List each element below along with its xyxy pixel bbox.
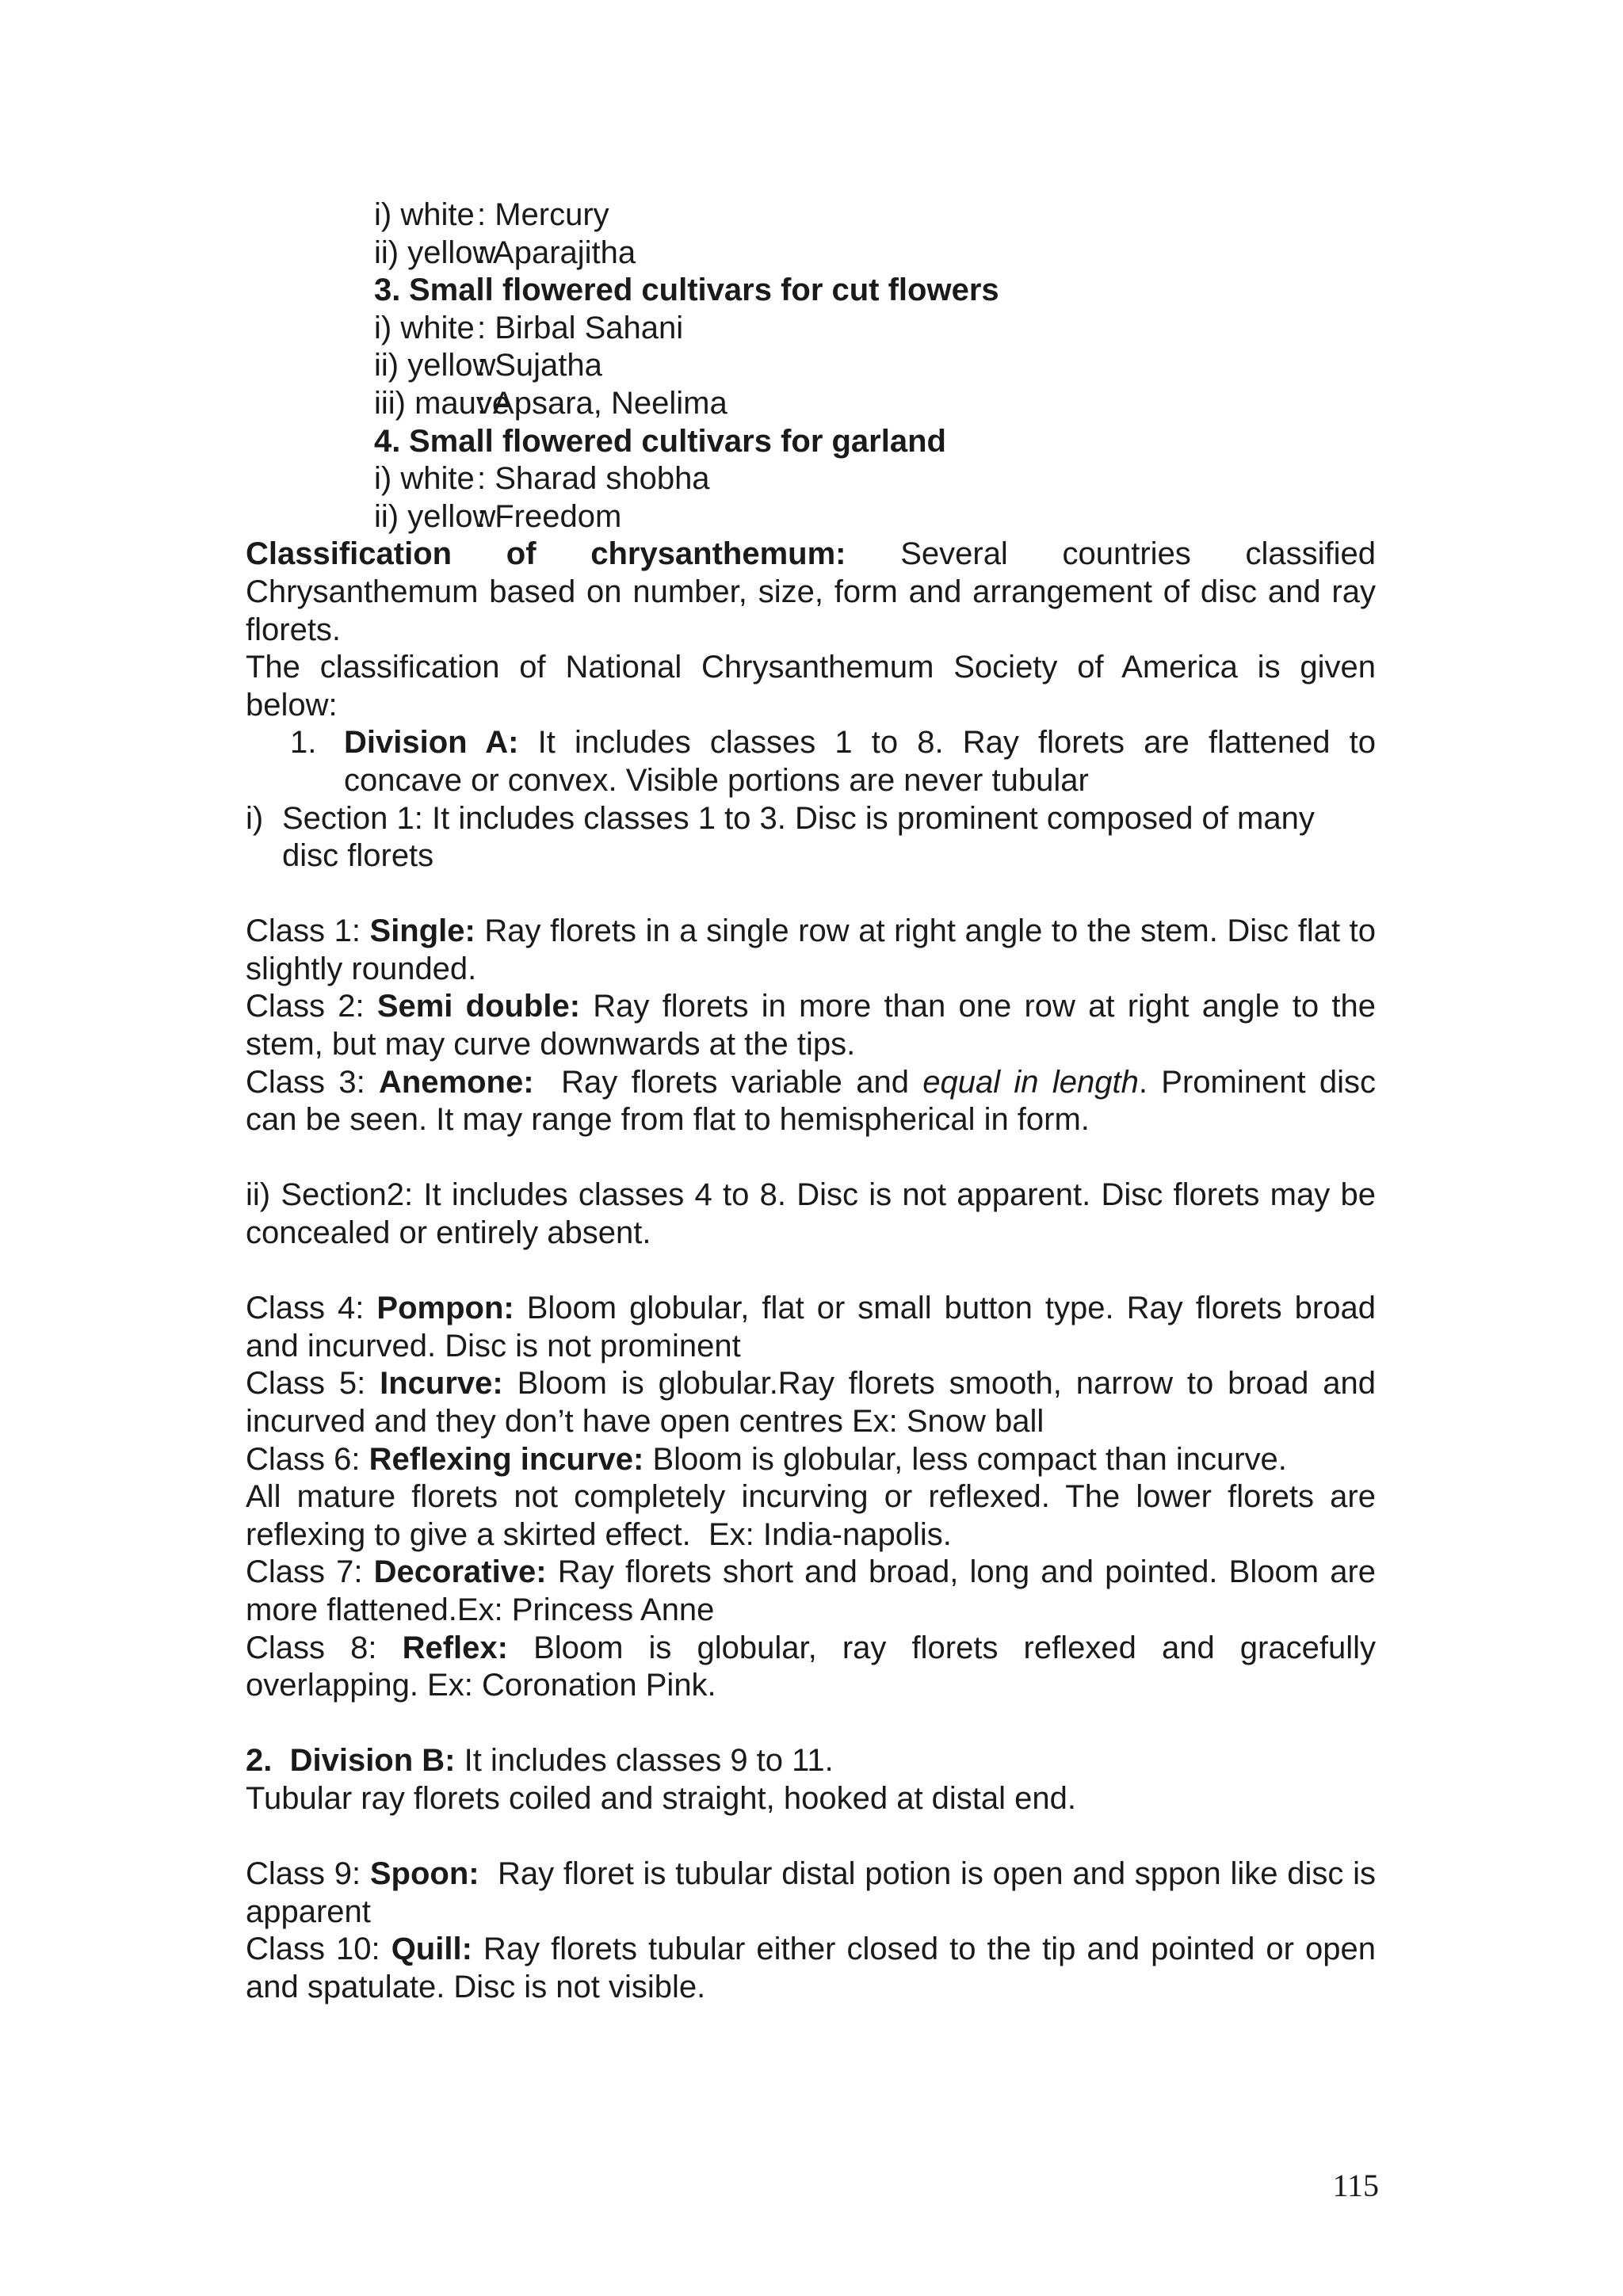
page-number: 115 xyxy=(1332,2168,1379,2203)
class-2: Class 2: Semi double: Ray florets in more than one row at right angle to the stem, but may curve downwards at the tips. xyxy=(246,989,1376,1062)
class-9: Class 9: Spoon: Ray floret is tubular distal potion is open and sppon like disc is apparent xyxy=(246,1856,1385,1929)
spacer xyxy=(246,1139,1376,1177)
class-8: Class 8: Reflex: Bloom is globular, ray florets reflexed and gracefully overlapping. Ex: Coronation Pink. xyxy=(246,1630,1376,1703)
class-4: Class 4: Pompon: Bloom globular, flat or small button type. Ray florets broad and incurved. Disc is not prominent xyxy=(246,1291,1376,1363)
classification-paragraph: Classification of chrysanthemum: Several countries classified Chrysanthemum based on number, size, form and arrangement of disc and ray florets. xyxy=(246,536,1377,647)
division-a: 1. Division A: It includes classes 1 to 8. Ray florets are flattened to concave or convex. Visible portions are never tubular xyxy=(290,725,1377,798)
class-5: Class 5: Incurve: Bloom is globular.Ray florets smooth, narrow to broad and incurved and they don’t have open centres Ex: Snow ball xyxy=(246,1366,1376,1439)
spacer xyxy=(246,1818,1376,1856)
list-item: i) white: Mercury xyxy=(374,197,609,232)
class-3: Class 3: Anemone: Ray florets variable and equal in length. Prominent disc can be seen. It may range from flat to hemispherical in form. xyxy=(246,1064,1376,1138)
spacer xyxy=(246,1253,1376,1291)
spacer xyxy=(246,1705,1376,1743)
class-7: Class 7: Decorative: Ray florets short and broad, long and pointed. Bloom are more flattened.Ex: Princess Anne xyxy=(246,1554,1377,1627)
list-item: ii) yellow: Freedom xyxy=(374,498,622,534)
class-1: Class 1: Single: Ray florets in a single row at right angle to the stem. Disc flat to slightly rounded. xyxy=(246,913,1376,986)
list-item: ii) yellow: Aparajitha xyxy=(374,235,636,270)
page-content xyxy=(246,196,1385,2007)
nsca-paragraph: The classification of National Chrysanthemum Society of America is given below: xyxy=(246,650,1376,723)
list-item: ii) yellow: Sujatha xyxy=(374,348,602,383)
class-10: Class 10: Quill: Ray florets tubular either closed to the tip and pointed or open and spatulate. Disc is not visible. xyxy=(246,1932,1376,2004)
class-6-continuation: All mature florets not completely incurving or reflexed. The lower florets are reflexing to give a skirted effect. Ex: India-napolis. xyxy=(246,1479,1385,1552)
section-2: ii) Section2: It includes classes 4 to 8. Disc is not apparent. Disc florets may be concealed or entirely absent. xyxy=(246,1177,1376,1251)
class-6: Class 6: Reflexing incurve: Bloom is globular, less compact than incurve. xyxy=(246,1441,1287,1477)
division-b-description: Tubular ray florets coiled and straight, hooked at distal end. xyxy=(246,1780,1077,1816)
spacer xyxy=(246,875,1376,913)
heading-garland: 4. Small flowered cultivars for garland xyxy=(374,423,946,459)
list-item: iii) mauve: Apsara, Neelima xyxy=(374,385,727,421)
division-b: 2. Division B: It includes classes 9 to 11. xyxy=(246,1743,834,1779)
cultivar-list-large-flowered xyxy=(246,196,1376,536)
section-1: i) Section 1: It includes classes 1 to 3. Disc is prominent composed of many disc florets xyxy=(246,800,1315,874)
heading-cut-flowers: 3. Small flowered cultivars for cut flowers xyxy=(374,273,999,308)
list-item: i) white: Birbal Sahani xyxy=(374,310,684,345)
list-item: i) white: Sharad shobha xyxy=(374,461,710,497)
